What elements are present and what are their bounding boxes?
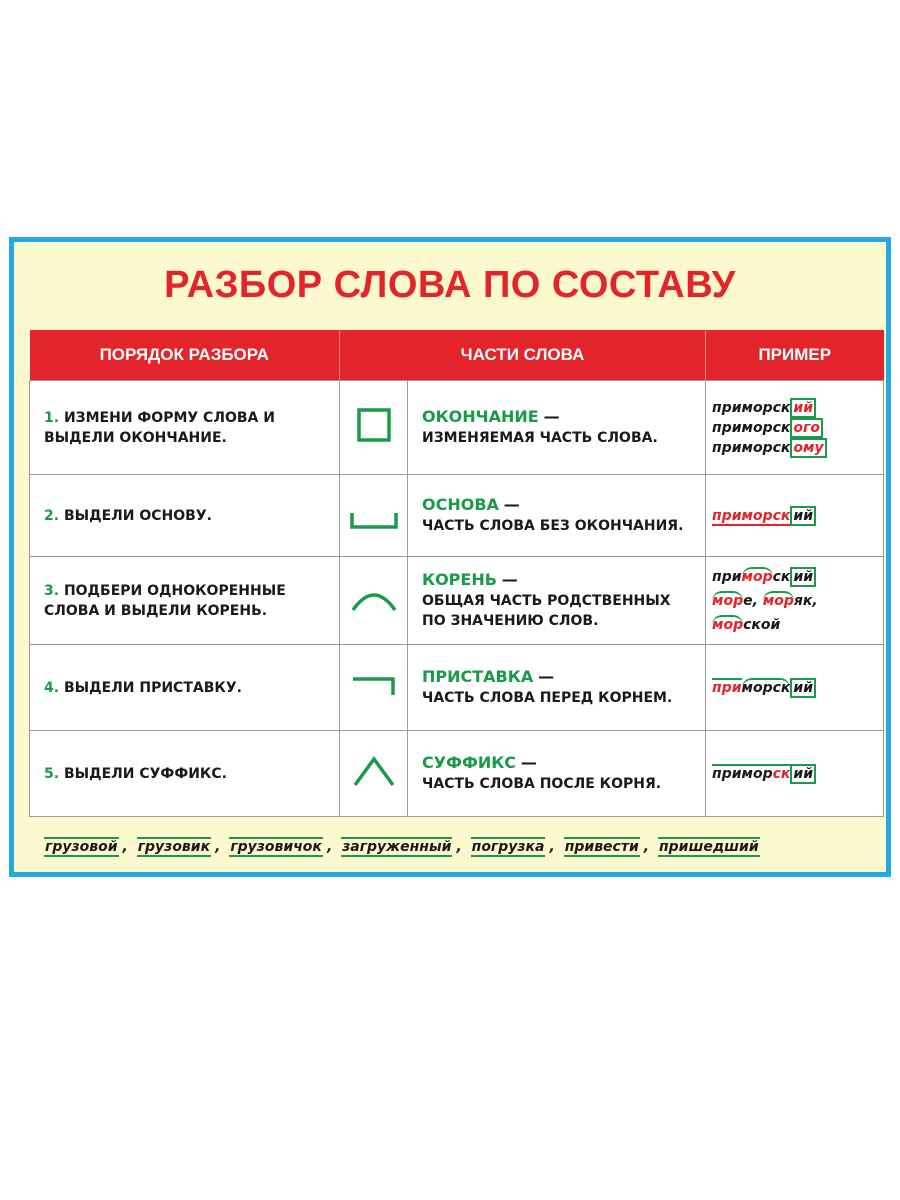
part-dash: — — [538, 667, 555, 686]
parsing-table — [29, 330, 884, 817]
stem-bracket-icon — [340, 475, 408, 557]
example-cell — [706, 381, 884, 475]
practice-words: грузовой , грузовик , грузовичок , загруженный , погрузка , привести , пришедший — [45, 839, 759, 855]
part-dash: — — [543, 407, 560, 426]
practice-word: пришедший — [658, 839, 759, 855]
ending-box: ий — [790, 398, 816, 418]
example-word: приморск ий — [712, 565, 869, 589]
example-word: приморск ий — [712, 398, 869, 418]
step-cell — [30, 557, 340, 645]
practice-word: грузовой — [45, 839, 118, 855]
page-title: РАЗБОР СЛОВА ПО СОСТАВУ — [164, 264, 736, 306]
root-part: мор — [762, 592, 794, 609]
root-part: мор — [712, 592, 744, 609]
root-part: мор — [712, 616, 744, 633]
step-text: ВЫДЕЛИ ОСНОВУ. — [63, 507, 212, 524]
part-cell — [408, 381, 706, 475]
example-cell — [706, 731, 884, 817]
ending-box-icon — [340, 381, 408, 475]
part-desc: ИЗМЕНЯЕМАЯ ЧАСТЬ СЛОВА. — [422, 430, 658, 446]
part-dash: — — [503, 495, 520, 514]
ending-box: ий — [790, 678, 816, 698]
practice-word: погрузка — [471, 839, 545, 855]
step-text: ИЗМЕНИ ФОРМУ СЛОВА И ВЫДЕЛИ ОКОНЧАНИЕ. — [44, 409, 275, 446]
part-dash: — — [520, 753, 537, 772]
part-cell — [408, 731, 706, 817]
table-row — [30, 381, 884, 475]
root-arc-icon — [340, 557, 408, 645]
step-number: 5. — [44, 765, 60, 782]
example-word — [712, 506, 869, 526]
example-word: морской — [712, 616, 781, 633]
root-part: мор — [741, 568, 773, 585]
step-text: ПОДБЕРИ ОДНОКОРЕННЫЕ СЛОВА И ВЫДЕЛИ КОРЕНЬ. — [44, 582, 286, 619]
ending-box: ого — [790, 418, 823, 438]
example-cell — [706, 475, 884, 557]
stem-part: приморск — [712, 507, 791, 524]
step-cell — [30, 645, 340, 731]
prefix-corner-icon — [340, 645, 408, 731]
practice-word: грузовик — [137, 839, 211, 855]
table-row — [30, 557, 884, 645]
header-order: ПОРЯДОК РАЗБОРА — [30, 330, 340, 381]
part-term: ОКОНЧАНИЕ — [422, 407, 539, 426]
part-term: ПРИСТАВКА — [422, 667, 534, 686]
part-term: СУФФИКС — [422, 753, 517, 772]
practice-word: грузовичок — [230, 839, 322, 855]
part-term: КОРЕНЬ — [422, 570, 497, 589]
prefix-part: при — [712, 679, 742, 696]
step-number: 2. — [44, 507, 60, 524]
part-cell — [408, 475, 706, 557]
ending-box: ий — [790, 506, 816, 526]
example-word: приморск ому — [712, 438, 869, 458]
poster — [9, 237, 891, 877]
table-row — [30, 645, 884, 731]
ending-box: ий — [790, 567, 816, 587]
ending-box: ому — [790, 438, 826, 458]
header-example: ПРИМЕР — [706, 330, 884, 381]
practice-word: привести — [564, 839, 639, 855]
suffix-part: ск — [772, 765, 791, 782]
step-cell — [30, 475, 340, 557]
part-desc: ЧАСТЬ СЛОВА ПЕРЕД КОРНЕМ. — [422, 690, 673, 706]
part-cell — [408, 557, 706, 645]
part-dash: — — [501, 570, 518, 589]
step-text: ВЫДЕЛИ СУФФИКС. — [63, 765, 227, 782]
table-row — [30, 475, 884, 557]
suffix-caret-icon — [340, 731, 408, 817]
part-term: ОСНОВА — [422, 495, 499, 514]
example-word: приморск ого — [712, 418, 869, 438]
header-parts: ЧАСТИ СЛОВА — [340, 330, 706, 381]
example-word: приморск ий — [712, 764, 869, 784]
step-number: 3. — [44, 582, 60, 599]
part-desc: ОБЩАЯ ЧАСТЬ РОДСТВЕННЫХ ПО ЗНАЧЕНИЮ СЛОВ. — [422, 593, 671, 629]
example-word: море, моряк, — [712, 592, 818, 609]
ending-box: ий — [790, 764, 816, 784]
part-cell — [408, 645, 706, 731]
table-row — [30, 731, 884, 817]
step-number: 4. — [44, 679, 60, 696]
step-cell — [30, 731, 340, 817]
part-desc: ЧАСТЬ СЛОВА ПОСЛЕ КОРНЯ. — [422, 776, 662, 792]
step-cell — [30, 381, 340, 475]
example-word: приморск ий — [712, 678, 869, 698]
step-text: ВЫДЕЛИ ПРИСТАВКУ. — [63, 679, 242, 696]
practice-word: загруженный — [342, 839, 452, 855]
example-cell — [706, 645, 884, 731]
example-cell — [706, 557, 884, 645]
header-row — [30, 330, 884, 381]
step-number: 1. — [44, 409, 60, 426]
part-desc: ЧАСТЬ СЛОВА БЕЗ ОКОНЧАНИЯ. — [422, 518, 684, 534]
